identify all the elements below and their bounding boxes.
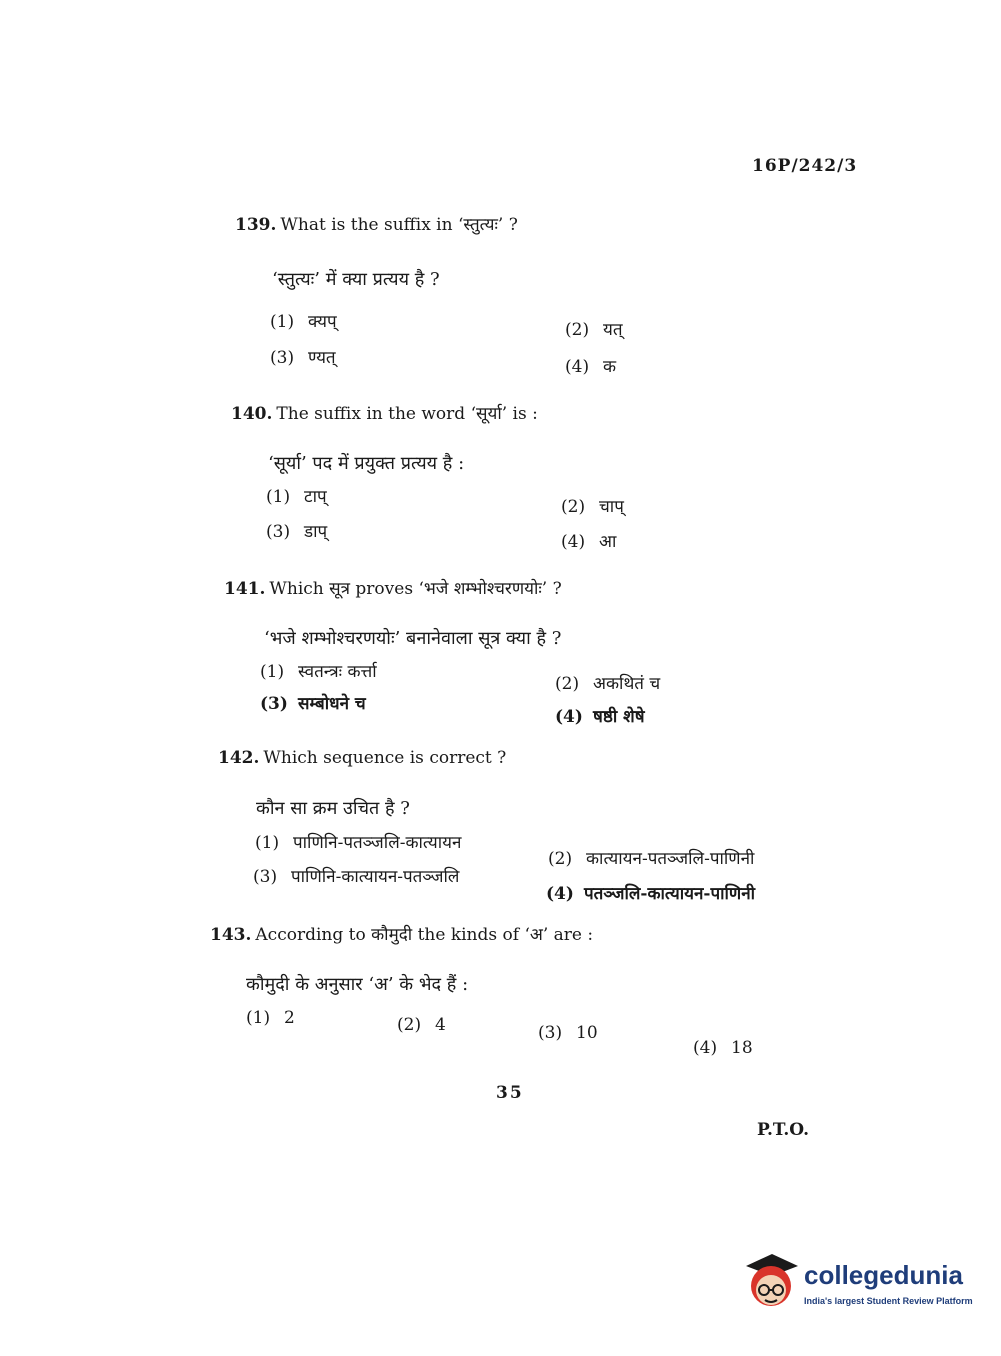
option-141-2: (2) अकथितं च xyxy=(555,674,661,694)
brand-name: collegedunia xyxy=(804,1260,963,1290)
question-142-english xyxy=(218,748,506,768)
option-140-3: (3) डाप् xyxy=(266,522,328,542)
option-139-3: (3) ण्यत् xyxy=(270,348,336,368)
question-number: 140. xyxy=(231,404,273,424)
question-text: According to कौमुदी the kinds of ‘अ’ are : xyxy=(255,925,594,945)
option-142-3: (3) पाणिनि-कात्यायन-पतञ्जलि xyxy=(253,867,460,887)
option-140-2: (2) चाप् xyxy=(561,497,624,517)
question-140-english xyxy=(231,401,538,424)
option-139-2: (2) यत् xyxy=(565,320,623,340)
mascot-icon xyxy=(742,1250,800,1312)
option-139-4: (4) क xyxy=(565,357,617,377)
question-number: 139. xyxy=(235,215,277,235)
question-139-english xyxy=(235,212,518,235)
question-text: Which sequence is correct ? xyxy=(263,748,507,768)
page-number: 35 xyxy=(496,1083,524,1103)
option-141-4: (4) षष्ठी शेषे xyxy=(555,707,645,727)
pto-label: P.T.O. xyxy=(757,1120,809,1140)
question-number: 141. xyxy=(224,579,266,599)
question-143-english xyxy=(210,922,593,945)
option-140-1: (1) टाप् xyxy=(266,487,327,507)
option-140-4: (4) आ xyxy=(561,532,617,552)
option-139-1: (1) क्यप् xyxy=(270,312,337,332)
question-number: 142. xyxy=(218,748,260,768)
question-143-hindi: कौमुदी के अनुसार ‘अ’ के भेद हैं : xyxy=(246,974,469,995)
option-143-1: (1) 2 xyxy=(246,1008,295,1028)
question-number: 143. xyxy=(210,925,252,945)
option-143-3: (3) 10 xyxy=(538,1023,598,1043)
question-text: What is the suffix in ‘स्तुत्यः’ ? xyxy=(280,215,518,235)
option-141-1: (1) स्वतन्त्रः कर्त्ता xyxy=(260,662,377,682)
collegedunia-watermark xyxy=(742,1250,972,1320)
option-141-3: (3) सम्बोधने च xyxy=(260,694,366,714)
question-141-english xyxy=(224,576,562,599)
option-142-2: (2) कात्यायन-पतञ्जलि-पाणिनी xyxy=(548,849,755,869)
option-143-4: (4) 18 xyxy=(693,1038,753,1058)
question-141-hindi: ‘भजे शम्भोश्चरणयोः’ बनानेवाला सूत्र क्या है ? xyxy=(264,628,562,649)
brand-tagline: India's largest Student Review Platform xyxy=(804,1296,973,1306)
question-142-hindi: कौन सा क्रम उचित है ? xyxy=(256,798,410,819)
option-143-2: (2) 4 xyxy=(397,1015,446,1035)
option-142-1: (1) पाणिनि-पतञ्जलि-कात्यायन xyxy=(255,833,462,853)
question-140-hindi: ‘सूर्या’ पद में प्रयुक्त प्रत्यय है : xyxy=(268,453,465,474)
paper-code: 16P/242/3 xyxy=(752,156,858,176)
question-139-hindi: ‘स्तुत्यः’ में क्या प्रत्यय है ? xyxy=(272,269,440,290)
option-142-4: (4) पतञ्जलि-कात्यायन-पाणिनी xyxy=(546,884,756,904)
question-text: Which सूत्र proves ‘भजे शम्भोश्चरणयोः’ ? xyxy=(269,579,562,599)
question-text: The suffix in the word ‘सूर्या’ is : xyxy=(276,404,538,424)
